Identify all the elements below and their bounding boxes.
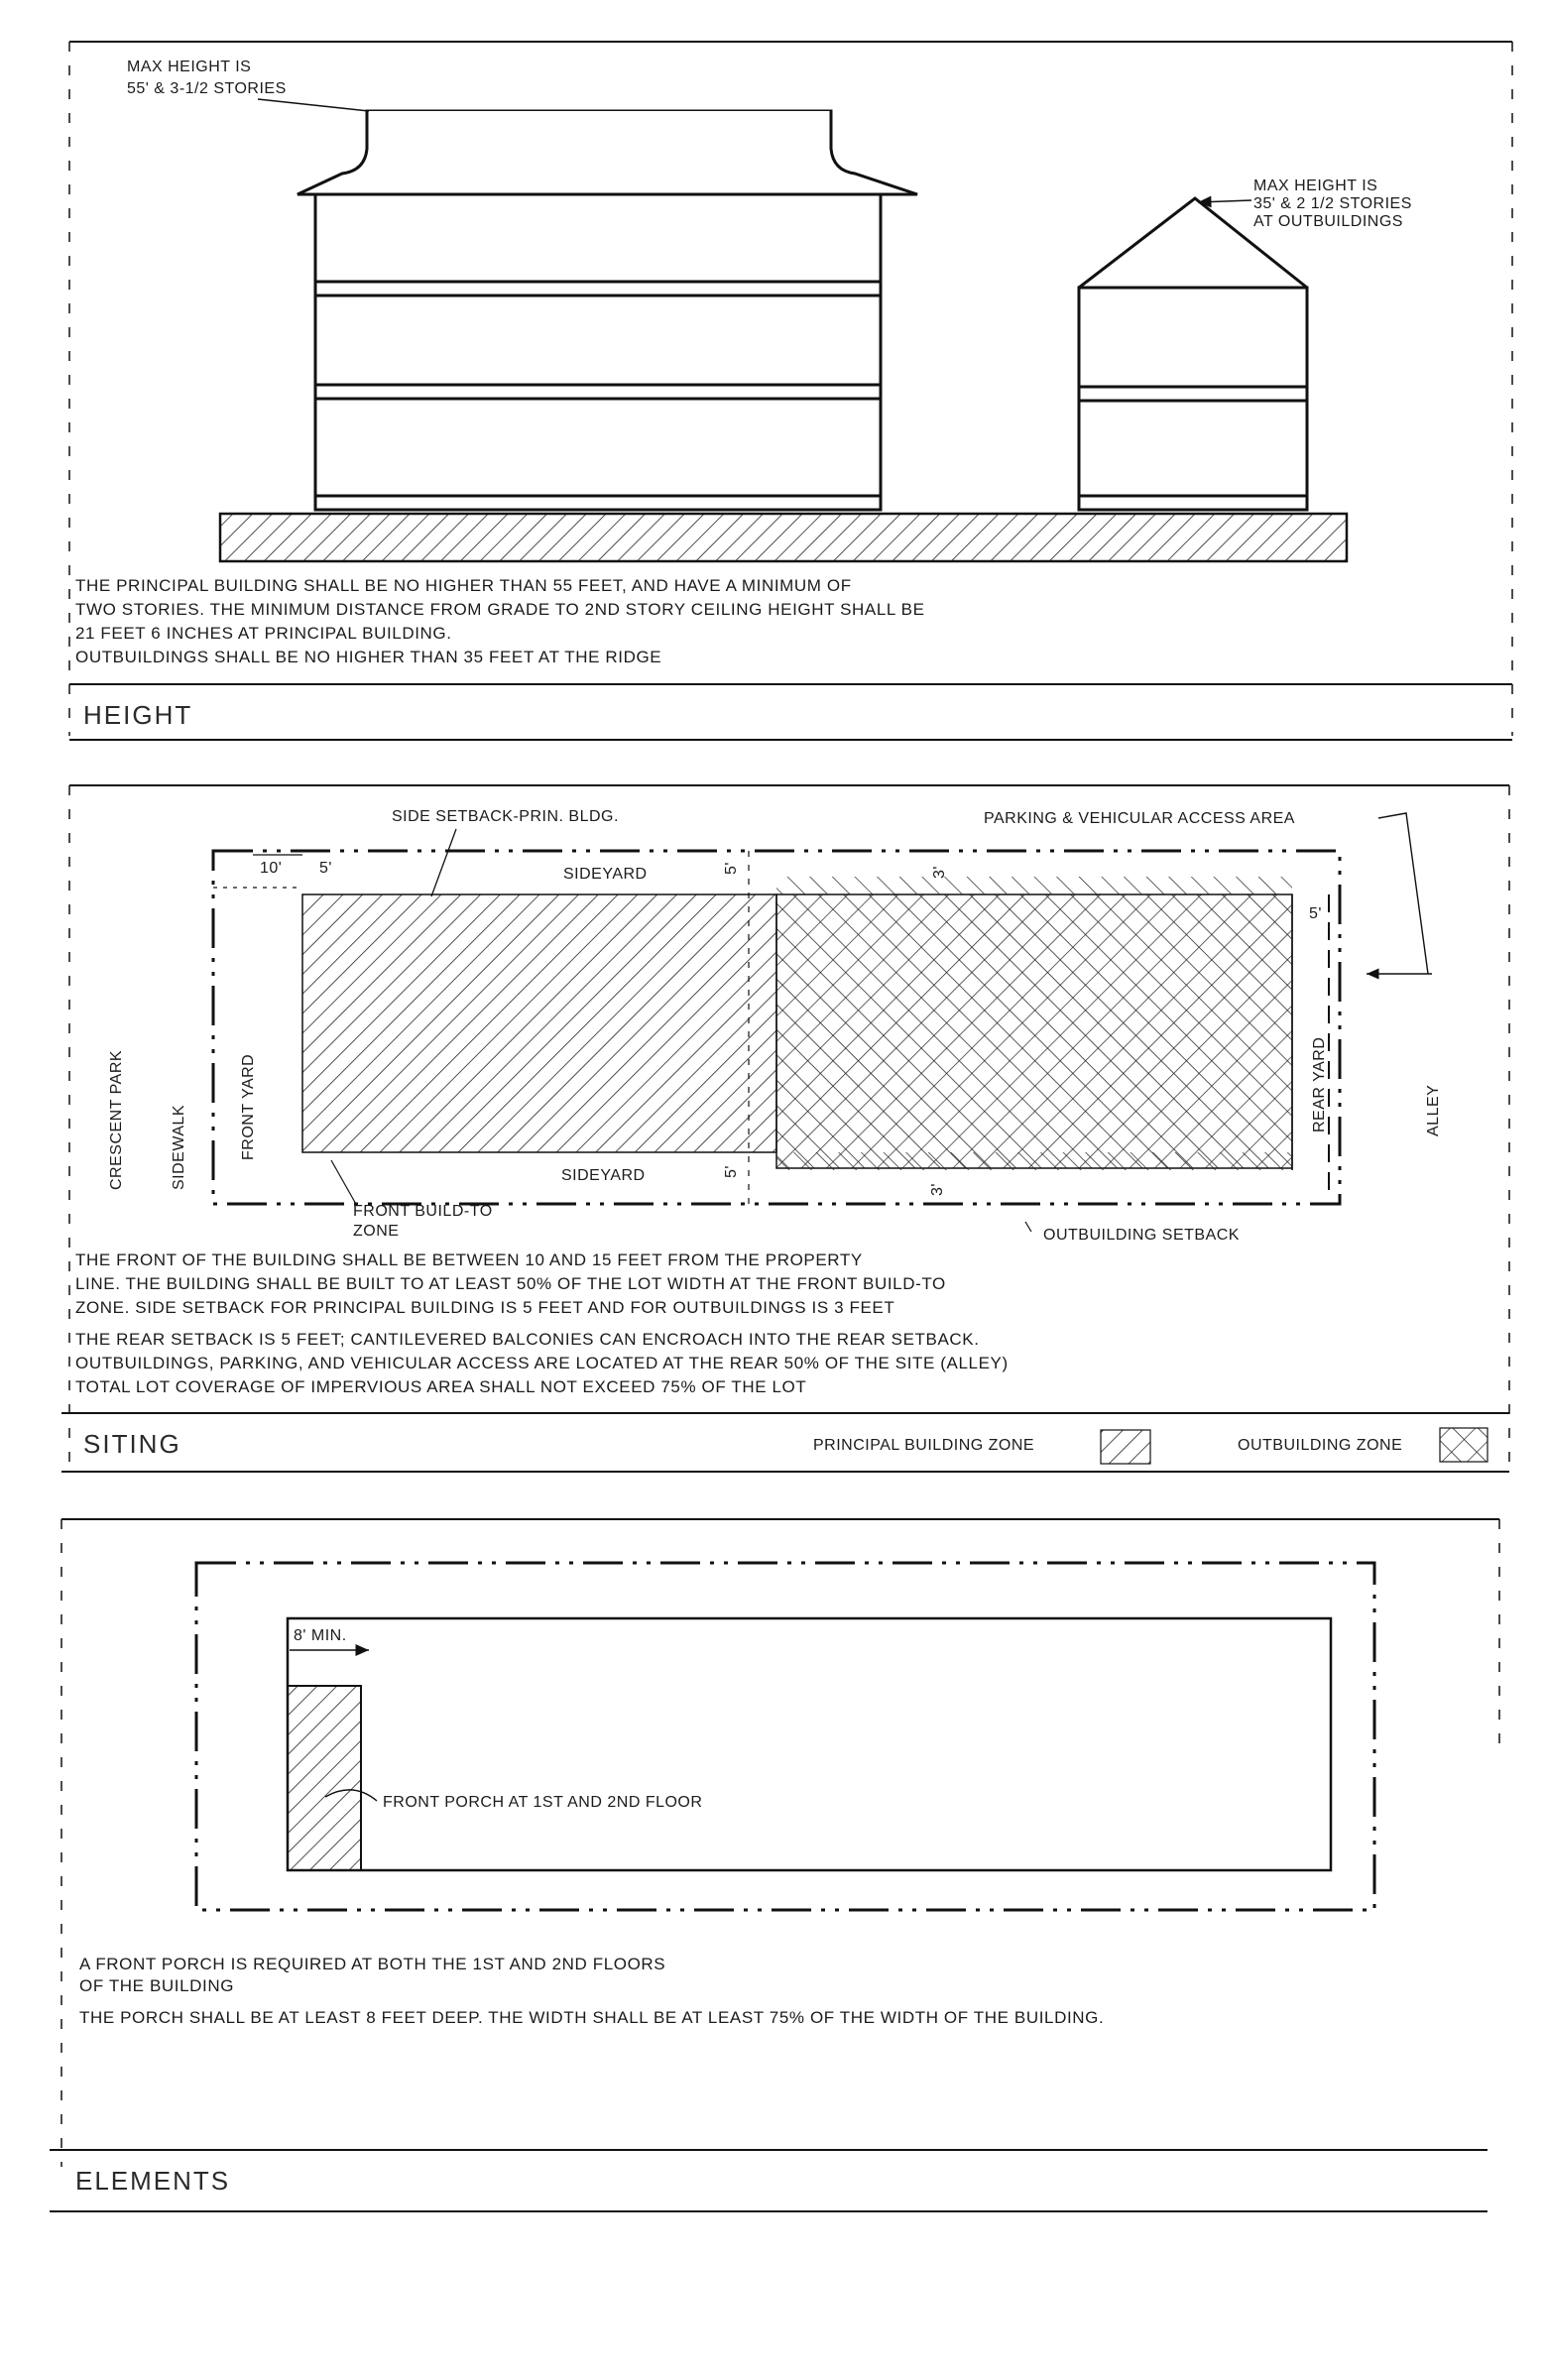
dim-5-front: 5' — [319, 860, 332, 877]
legend-principal-label: PRINCIPAL BUILDING ZONE — [813, 1437, 1035, 1454]
elements-title: ELEMENTS — [75, 2166, 231, 2196]
svg-text:21 FEET 6 INCHES AT PRINCIPAL: 21 FEET 6 INCHES AT PRINCIPAL BUILDING. — [75, 624, 452, 643]
siting-panel — [61, 785, 1509, 1472]
building-footprint — [288, 1618, 1331, 1870]
svg-text:35' & 2 1/2 STORIES: 35' & 2 1/2 STORIES — [1253, 195, 1412, 212]
elements-notes — [79, 1955, 1104, 2027]
elements-panel — [50, 1519, 1499, 2211]
outbuilding-max-height-label — [1198, 178, 1412, 230]
svg-text:THE PRINCIPAL BUILDING SHALL B: THE PRINCIPAL BUILDING SHALL BE NO HIGHER THAN 55 FEET, AND HAVE A MINIMUM OF — [75, 576, 852, 595]
front-yard-label: FRONT YARD — [240, 1053, 257, 1160]
dim-3-top: 3' — [931, 866, 948, 879]
siting-title: SITING — [83, 1429, 181, 1459]
outbuilding-zone — [776, 894, 1292, 1168]
front-build-to-label-2: ZONE — [353, 1223, 400, 1240]
legend-principal-swatch — [1101, 1430, 1150, 1464]
alley-label: ALLEY — [1425, 1084, 1442, 1136]
outbuilding-elevation — [1079, 198, 1307, 510]
sideyard-top: SIDEYARD — [563, 866, 648, 883]
porch-min-depth-label: 8' MIN. — [294, 1627, 347, 1644]
svg-text:THE REAR SETBACK IS 5 FEET; CA: THE REAR SETBACK IS 5 FEET; CANTILEVERED BALCONIES CAN ENCROACH INTO THE REAR SETBACK. — [75, 1330, 980, 1349]
height-panel — [69, 42, 1512, 740]
outbuilding-setback-band-bottom — [776, 1152, 1292, 1170]
ground-hatch — [220, 514, 1347, 561]
dim-5-side-top: 5' — [723, 862, 740, 875]
side-setback-label: SIDE SETBACK-PRIN. BLDG. — [392, 808, 619, 825]
svg-text:OF THE BUILDING: OF THE BUILDING — [79, 1976, 235, 1995]
sidewalk-label: SIDEWALK — [171, 1104, 187, 1190]
svg-text:THE PORCH SHALL BE AT LEAST 8: THE PORCH SHALL BE AT LEAST 8 FEET DEEP. THE WIDTH SHALL BE AT LEAST 75% OF THE WIDTH OF THE BUILDING. — [79, 2008, 1105, 2027]
svg-text:MAX HEIGHT IS: MAX HEIGHT IS — [127, 59, 252, 75]
svg-text:OUTBUILDINGS SHALL BE NO HIGHE: OUTBUILDINGS SHALL BE NO HIGHER THAN 35 FEET AT THE RIDGE — [75, 648, 662, 666]
siting-notes — [75, 1250, 1009, 1396]
principal-building-zone — [302, 894, 776, 1152]
height-title: HEIGHT — [83, 700, 193, 730]
front-build-to-label-1: FRONT BUILD-TO — [353, 1203, 493, 1220]
svg-text:OUTBUILDINGS, PARKING, AND VEH: OUTBUILDINGS, PARKING, AND VEHICULAR ACCESS ARE LOCATED AT THE REAR 50% OF THE SITE (ALLEY) — [75, 1354, 1009, 1372]
front-porch-zone — [288, 1686, 361, 1870]
dim-3-bottom: 3' — [929, 1183, 946, 1196]
sideyard-bottom: SIDEYARD — [561, 1167, 646, 1184]
outbuilding-setback-label: OUTBUILDING SETBACK — [1043, 1227, 1240, 1244]
principal-building-elevation — [298, 111, 917, 510]
legend-outbuilding-label: OUTBUILDING ZONE — [1238, 1437, 1403, 1454]
dim-5-side-bottom: 5' — [723, 1165, 740, 1178]
crescent-park-label: CRESCENT PARK — [108, 1049, 125, 1190]
svg-text:LINE. THE BUILDING SHALL BE B: LINE. THE BUILDING SHALL BE BUILT TO AT LEAST 50% OF THE LOT WIDTH AT THE FRONT BUILD-TO — [75, 1274, 946, 1293]
svg-text:AT OUTBUILDINGS: AT OUTBUILDINGS — [1253, 213, 1403, 230]
height-notes — [75, 576, 925, 666]
svg-text:THE FRONT OF THE BUILDING SHAL: THE FRONT OF THE BUILDING SHALL BE BETWEEN 10 AND 15 FEET FROM THE PROPERTY — [75, 1250, 863, 1269]
dim-5-rear: 5' — [1309, 905, 1322, 922]
dim-10: 10' — [260, 860, 283, 877]
outbuilding-setback-band-top — [776, 877, 1292, 894]
legend-outbuilding-swatch — [1440, 1428, 1488, 1462]
porch-label: FRONT PORCH AT 1ST AND 2ND FLOOR — [383, 1794, 703, 1811]
svg-text:A FRONT PORCH IS REQUIRED AT B: A FRONT PORCH IS REQUIRED AT BOTH THE 1ST AND 2ND FLOORS — [79, 1955, 666, 1973]
svg-text:TWO STORIES. THE MINIMUM DISTA: TWO STORIES. THE MINIMUM DISTANCE FROM GRADE TO 2ND STORY CEILING HEIGHT SHALL BE — [75, 600, 925, 619]
svg-text:TOTAL LOT COVERAGE OF IMPERVIO: TOTAL LOT COVERAGE OF IMPERVIOUS AREA SHALL NOT EXCEED 75% OF THE LOT — [75, 1377, 807, 1396]
svg-text:ZONE. SIDE SETBACK FOR PRINCI: ZONE. SIDE SETBACK FOR PRINCIPAL BUILDING IS 5 FEET AND FOR OUTBUILDINGS IS 3 FEET — [75, 1298, 895, 1317]
svg-text:MAX HEIGHT IS: MAX HEIGHT IS — [1253, 178, 1378, 194]
svg-text:55' & 3-1/2 STORIES: 55' & 3-1/2 STORIES — [127, 80, 287, 97]
rear-yard-label: REAR YARD — [1311, 1036, 1328, 1132]
principal-max-height-label — [127, 59, 369, 111]
parking-label: PARKING & VEHICULAR ACCESS AREA — [984, 810, 1295, 827]
